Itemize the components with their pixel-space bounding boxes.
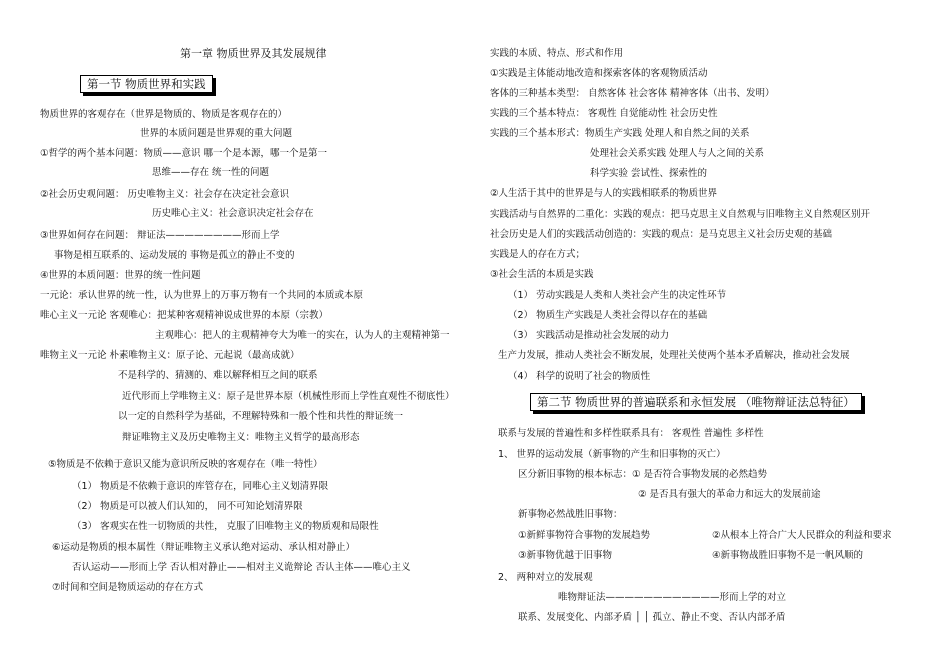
text-line: 新事物必然战胜旧事物： (518, 509, 623, 520)
text-line: 一元论：承认世界的统一性，认为世界上的万事万物有一个共同的本质或本原 (40, 290, 364, 301)
text-line: 以一定的自然科学为基础，不理解特殊和一般个性和共性的辩证统一 (118, 411, 404, 422)
text-line: 联系与发展的普遍性和多样性联系具有： 客观性 普遍性 多样性 (498, 428, 764, 439)
text-line: 思维——存在 统一性的问题 (152, 167, 270, 178)
text-line: ②从根本上符合广大人民群众的利益和要求 (712, 530, 892, 541)
text-line: ⑦时间和空间是物质运动的存在方式 (52, 582, 204, 593)
text-line: ③社会生活的本质是实践 (490, 269, 594, 280)
text-line: ①实践是主体能动地改造和探索客体的客观物质活动 (490, 68, 708, 79)
text-line: 唯物辩证法————————————形而上学的对立 (558, 592, 787, 603)
text-line: 否认运动——形而上学 否认相对静止——相对主义诡辩论 否认主体——唯心主义 (72, 562, 411, 573)
text-line: 1、 世界的运动发展（新事物的产生和旧事物的灭亡） (498, 449, 726, 460)
section-1-heading: 第一节 物质世界和实践 (80, 75, 213, 93)
text-line: 唯心主义一元论 客观唯心：把某种客观精神说成世界的本原（宗教） (40, 310, 329, 321)
text-line: 实践的三个基本特点： 客观性 自觉能动性 社会历史性 (490, 108, 718, 119)
left-column (0, 0, 460, 672)
text-line: 联系、发展变化、内部矛盾 │ │ 孤立、静止不变、否认内部矛盾 (518, 612, 786, 623)
text-line: 2、 两种对立的发展观 (498, 572, 593, 583)
text-line: ②人生活于其中的世界是与人的实践相联系的物质世界 (490, 188, 718, 199)
text-line: ③新事物优越于旧事物 (518, 550, 613, 561)
text-line: 实践是人的存在方式； (490, 249, 586, 260)
chapter-title: 第一章 物质世界及其发展规律 (180, 47, 327, 60)
text-line: 物质世界的客观存在（世界是物质的、物质是客观存在的） (40, 109, 288, 120)
text-line: ⑥运动是物质的根本属性（辩证唯物主义承认绝对运动、承认相对静止） (52, 542, 356, 553)
text-line: 实践活动与自然界的二重化：实践的观点：把马克思主义自然观与旧唯物主义自然观区别开 (490, 209, 871, 220)
text-line: 事物是相互联系的、运动发展的 事物是孤立的静止不变的 (54, 250, 295, 261)
text-line: 区分新旧事物的根本标志：① 是否符合事物发展的必然趋势 (518, 469, 768, 480)
text-line: 实践的本质、特点、形式和作用 (490, 48, 624, 59)
text-line: （1） 物质是不依赖于意识的库管存在，同唯心主义划清界限 (72, 481, 329, 492)
text-line: （4） 科学的说明了社会的物质性 (508, 371, 651, 382)
text-line: （2） 物质是可以被人们认知的， 同不可知论划清界限 (72, 501, 303, 512)
text-line: ①新鲜事物符合事物的发展趋势 (518, 530, 651, 541)
text-line: 辩证唯物主义及历史唯物主义：唯物主义哲学的最高形态 (122, 432, 360, 443)
text-line: 实践的三个基本形式：物质生产实践 处理人和自然之间的关系 (490, 128, 750, 139)
text-line: 唯物主义一元论 朴素唯物主义：原子论、元起说（最高成就） (40, 350, 300, 361)
text-line: （3） 客观实在性一切物质的共性， 克服了旧唯物主义的物质观和局限性 (72, 521, 379, 532)
text-line: ⑤物质是不依赖于意识又能为意识所反映的客观存在（唯一特性） (48, 459, 323, 470)
text-line: ②社会历史观问题： 历史唯物主义：社会存在决定社会意识 (40, 189, 290, 200)
text-line: （1） 劳动实践是人类和人类社会产生的决定性环节 (508, 290, 727, 301)
text-line: 历史唯心主义：社会意识决定社会存在 (152, 208, 314, 219)
text-line: 世界的本质问题是世界观的重大问题 (140, 128, 293, 139)
text-line: 社会历史是人们的实践活动创造的：实践的观点：是马克思主义社会历史观的基础 (490, 229, 833, 240)
text-line: 科学实验 尝试性、探索性的 (590, 168, 708, 179)
text-line: 近代形而上学唯物主义：原子是世界本原（机械性形而上学性直观性不彻底性） (122, 391, 455, 402)
text-line: 生产力发展，推动人类社会不断发展，处理社关使两个基本矛盾解决，推动社会发展 (498, 350, 850, 361)
text-line: ①哲学的两个基本问题：物质——意识 哪一个是本源，哪一个是第一 (40, 148, 328, 159)
text-line: 处理社会关系实践 处理人与人之间的关系 (590, 148, 765, 159)
section-2-heading: 第二节 物质世界的普遍联系和永恒发展 （唯物辩证法总特征） (530, 393, 862, 411)
text-line: 客体的三种基本类型： 自然客体 社会客体 精神客体（出书、发明） (490, 88, 775, 99)
text-line: 不是科学的、猜测的、难以解释相互之间的联系 (118, 370, 318, 381)
text-line: ② 是否具有强大的革命力和远大的发展前途 (638, 489, 821, 500)
text-line: ④新事物战胜旧事物不是一帆风顺的 (712, 550, 864, 561)
text-line: 主观唯心：把人的主观精神夸大为唯一的实在，认为人的主观精神第一 (155, 330, 450, 341)
text-line: ④世界的本质问题：世界的统一性问题 (40, 270, 201, 281)
text-line: ③世界如何存在问题： 辩证法————————形而上学 (40, 230, 280, 241)
text-line: （3） 实践活动是推动社会发展的动力 (508, 330, 670, 341)
text-line: （2） 物质生产实践是人类社会得以存在的基础 (508, 310, 708, 321)
right-column (478, 0, 938, 672)
